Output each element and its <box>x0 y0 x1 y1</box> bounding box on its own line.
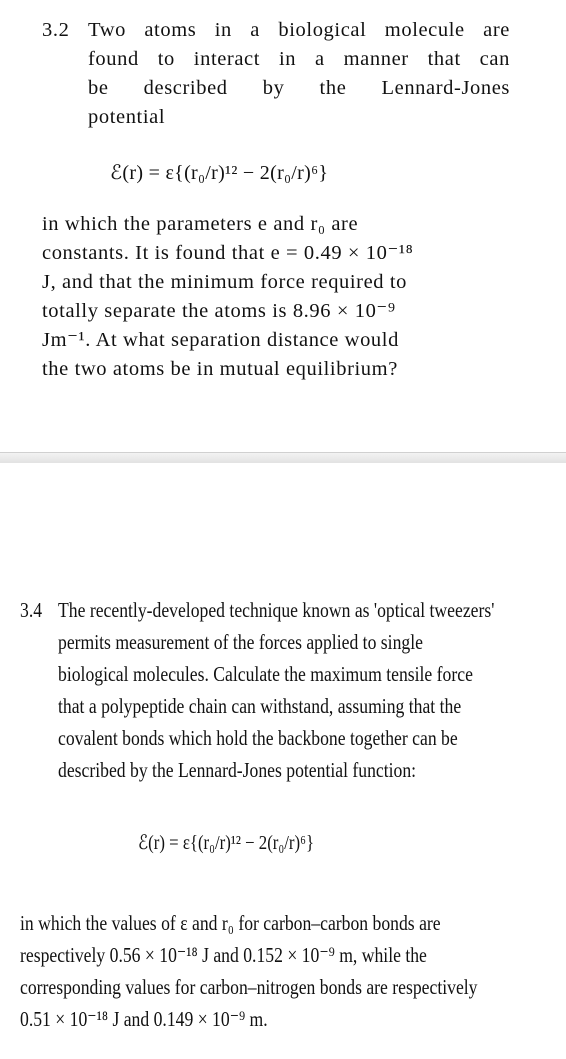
problem-number: 3.2 <box>42 19 70 41</box>
text-line: biological molecules. Calculate the maximum tensile force <box>58 662 473 686</box>
text-line: that a polypeptide chain can withstand, assuming that the <box>58 694 462 718</box>
text-line: permits measurement of the forces applied to single <box>58 630 423 654</box>
text-line: in which the values of ε and r₀ for carbon–carbon bonds are <box>20 911 441 935</box>
text-line: The recently-developed technique known as 'optical tweezers' <box>58 598 495 622</box>
text-line: in which the parameters e and r₀ are <box>42 213 359 235</box>
text-line: Two atoms in a biological molecule are <box>88 19 510 41</box>
text-line: described by the Lennard-Jones potential function: <box>58 758 417 782</box>
text-line: potential <box>88 106 166 128</box>
lennard-jones-equation-2: ℰ(r) = ε{(r₀/r)¹² − 2(r₀/r)⁶} <box>138 832 315 854</box>
text-line: covalent bonds which hold the backbone together can be <box>58 726 458 750</box>
text-line: J, and that the minimum force required to <box>42 271 408 293</box>
text-line: found to interact in a manner that can <box>88 48 510 70</box>
text-line: 0.51 × 10⁻¹⁸ J and 0.149 × 10⁻⁹ m. <box>20 1007 268 1031</box>
text-line: be described by the Lennard-Jones <box>88 77 510 99</box>
problem-3-2-panel <box>0 0 566 452</box>
problem-number: 3.4 <box>20 598 43 622</box>
lennard-jones-equation: ℰ(r) = ε{(r₀/r)¹² − 2(r₀/r)⁶} <box>110 162 329 184</box>
text-line: respectively 0.56 × 10⁻¹⁸ J and 0.152 × 10⁻⁹ m, while the <box>20 943 427 967</box>
text-line: Jm⁻¹. At what separation distance would <box>42 329 399 351</box>
text-line: corresponding values for carbon–nitrogen bonds are respectively <box>20 975 478 999</box>
text-line: the two atoms be in mutual equilibrium? <box>42 358 398 380</box>
text-line: totally separate the atoms is 8.96 × 10⁻⁹ <box>42 300 396 322</box>
text-line: constants. It is found that e = 0.49 × 10⁻¹⁸ <box>42 242 414 264</box>
